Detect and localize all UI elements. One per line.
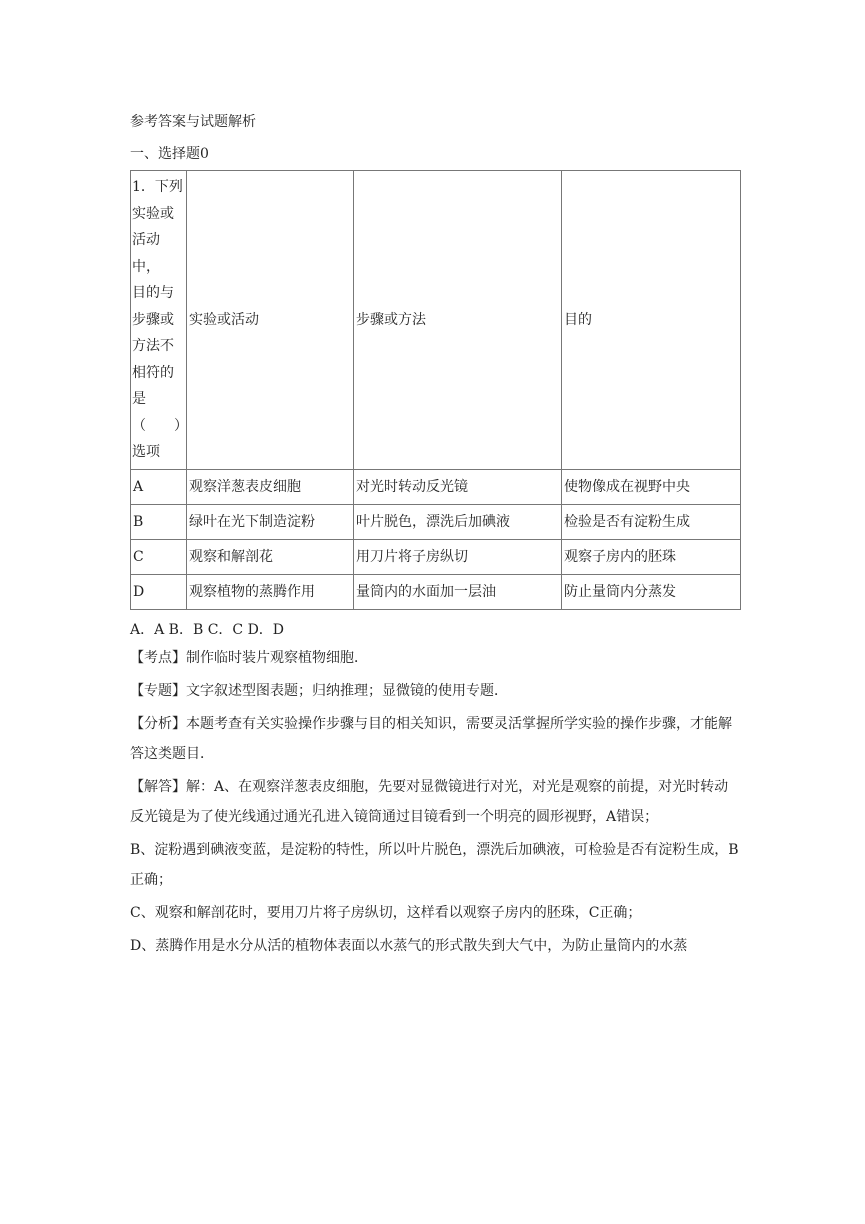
- stem-line: 是: [132, 391, 146, 407]
- jieda-text: 解：A、在观察洋葱表皮细胞，先要对显微镜进行对光，对光是观察的前提，对光时转动反光镜是为了使光线通过通光孔进入镜筒通过目镜看到一个明亮的圆形视野，A错误；: [130, 778, 729, 825]
- stem-line: 相符的: [132, 364, 174, 381]
- table-row: [131, 469, 741, 504]
- stem-line: 方法不: [132, 338, 174, 354]
- table-header-row: [131, 171, 741, 470]
- stem-line: 1．下列: [132, 179, 183, 195]
- option-experiment: 观察植物的蒸腾作用: [187, 574, 354, 609]
- table-row: [131, 574, 741, 609]
- question-stem-cell: [131, 171, 187, 470]
- zhuanti-paragraph: [130, 676, 740, 706]
- stem-line: 活动中，: [132, 232, 160, 275]
- fenxi-tag: 【分析】: [130, 715, 186, 732]
- option-purpose: 防止量筒内分蒸发: [562, 574, 741, 609]
- stem-line: （ ）: [132, 417, 188, 434]
- option-experiment: 观察洋葱表皮细胞: [187, 469, 354, 504]
- option-method: 用刀片将子房纵切: [354, 539, 562, 574]
- jieda-paragraph: [130, 772, 740, 832]
- jieda-c-paragraph: C、观察和解剖花时，要用刀片将子房纵切，这样看以观察子房内的胚珠，C正确；: [130, 904, 642, 921]
- stem-line: 步骤或: [132, 311, 174, 328]
- option-purpose: 观察子房内的胚珠: [562, 539, 741, 574]
- option-method: 叶片脱色，漂洗后加碘液: [354, 504, 562, 539]
- zhuanti-tag: 【专题】: [130, 682, 186, 699]
- section-heading: 一、选择题0: [130, 146, 209, 162]
- header-cell-purpose: 目的: [562, 171, 741, 470]
- fenxi-paragraph: [130, 709, 740, 769]
- fenxi-text: 本题考查有关实验操作步骤与目的相关知识，需要灵活掌握所学实验的操作步骤，才能解答这类题目．: [130, 715, 732, 762]
- option-purpose: 检验是否有淀粉生成: [562, 504, 741, 539]
- option-letter: A: [131, 469, 187, 504]
- kaodian-tag: 【考点】: [130, 649, 186, 666]
- option-purpose: 使物像成在视野中央: [562, 469, 741, 504]
- option-letter: B: [131, 504, 187, 539]
- option-letter: C: [131, 539, 187, 574]
- jieda-d-paragraph: D、蒸腾作用是水分从活的植物体表面以水蒸气的形式散失到大气中，为防止量筒内的水蒸: [130, 937, 688, 954]
- zhuanti-text: 文字叙述型图表题；归纳推理；显微镜的使用专题．: [186, 682, 508, 699]
- stem-line: 目的与: [132, 285, 174, 301]
- option-experiment: 观察和解剖花: [187, 539, 354, 574]
- table-row: [131, 504, 741, 539]
- question-table: [130, 170, 741, 610]
- answer-page: [130, 112, 740, 961]
- option-letter: D: [131, 574, 187, 609]
- stem-line: 选项: [132, 444, 160, 460]
- jieda-tag: 【解答】: [130, 778, 186, 795]
- kaodian-paragraph: [130, 643, 740, 673]
- option-method: 量筒内的水面加一层油: [354, 574, 562, 609]
- kaodian-text: 制作临时装片观察植物细胞．: [186, 649, 368, 666]
- table-row: [131, 539, 741, 574]
- option-method: 对光时转动反光镜: [354, 469, 562, 504]
- jieda-b-paragraph: B、淀粉遇到碘液变蓝，是淀粉的特性，所以叶片脱色，漂洗后加碘液，可检验是否有淀粉生成，B正确；: [130, 841, 739, 888]
- header-cell-method: 步骤或方法: [354, 171, 562, 470]
- stem-line: 实验或: [132, 205, 174, 222]
- answer-options: A．A B．B C．C D．D: [130, 621, 285, 638]
- option-experiment: 绿叶在光下制造淀粉: [187, 504, 354, 539]
- header-cell-experiment: 实验或活动: [187, 171, 354, 470]
- document-title: 参考答案与试题解析: [130, 114, 256, 130]
